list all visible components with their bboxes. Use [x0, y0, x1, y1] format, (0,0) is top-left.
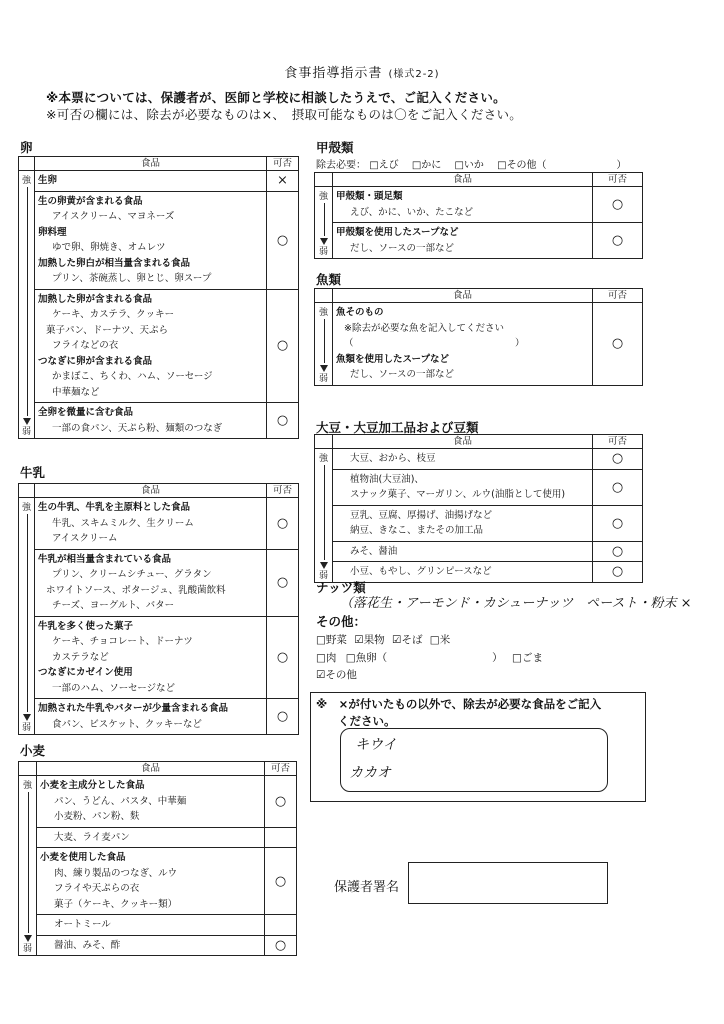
- arrow-line: [324, 465, 325, 560]
- food-item: カステラなど: [52, 651, 109, 663]
- food-item: 大麦、ライ麦パン: [54, 831, 130, 843]
- food-item: ゆで卵、卵焼き、オムレツ: [52, 242, 166, 253]
- food-cell: [35, 403, 267, 439]
- food-cell: [35, 171, 267, 192]
- other-options-row2: [316, 650, 543, 665]
- soy-section-title: 大豆・大豆加工品および豆類: [316, 420, 479, 435]
- food-category: 牛乳が相当量含まれている食品: [38, 553, 172, 565]
- other-options-row3: [316, 667, 357, 682]
- other-section-title: その他：: [316, 614, 367, 629]
- ok-mark[interactable]: ○: [267, 403, 299, 439]
- food-item: オートミール: [54, 919, 111, 930]
- instruction-note-2: ※可否の欄には、除去が必要なものは×、 摂取可能なものは〇をご記入ください。: [46, 107, 523, 122]
- food-category: 加熱された牛乳やバターが少量含まれる食品: [38, 703, 229, 714]
- strength-arrow: [315, 303, 333, 386]
- food-header: 食品: [333, 289, 593, 303]
- ok-mark[interactable]: ○: [267, 699, 299, 735]
- arrow-line: [27, 187, 28, 416]
- food-item: パン、うどん、パスタ、中華麺: [54, 795, 187, 807]
- ok-mark[interactable]: ○: [593, 469, 643, 505]
- food-cell: [37, 935, 265, 956]
- food-category: つなぎに卵が含まれる食品: [38, 355, 153, 367]
- strong-label: 強: [318, 192, 328, 202]
- food-item: アイスクリーム、マヨネーズ: [52, 211, 175, 222]
- checkbox-meat[interactable]: □: [316, 652, 326, 664]
- table-row: [19, 549, 299, 616]
- option-sesame: ごま: [521, 652, 543, 664]
- table-row: [19, 403, 299, 439]
- arrow-line: [28, 792, 29, 933]
- extra-entry-field[interactable]: [340, 728, 608, 792]
- strong-label: 強: [21, 503, 31, 513]
- signature-label: 保護者署名: [334, 880, 400, 895]
- food-cell: [35, 616, 267, 699]
- ok-mark[interactable]: ○: [593, 562, 643, 583]
- food-item: 牛乳、スキムミルク、生クリーム: [52, 517, 194, 529]
- arrow-line: [324, 203, 325, 236]
- shellfish-removal-options: [316, 156, 627, 171]
- food-item: ホワイトソース、ポタージュ、乳酸菌飲料: [46, 584, 226, 596]
- food-header: 食品: [35, 484, 267, 498]
- nuts-section-title: ナッツ類: [316, 580, 366, 595]
- checkbox-rice[interactable]: □: [429, 634, 440, 646]
- table-row: [19, 915, 297, 936]
- food-category: 生の牛乳、牛乳を主原料とした食品: [38, 502, 191, 513]
- checkbox-vegetable[interactable]: □: [316, 634, 326, 646]
- ok-mark[interactable]: [265, 915, 297, 936]
- strong-label: 強: [21, 176, 31, 186]
- table-row: [315, 469, 643, 505]
- strength-arrow: [315, 187, 333, 259]
- checkbox-other[interactable]: ☑: [316, 669, 326, 681]
- option-meat: 肉: [325, 652, 337, 664]
- ok-mark[interactable]: ○: [593, 187, 643, 223]
- wheat-section-title: 小麦: [20, 743, 46, 758]
- page-title: [0, 62, 724, 81]
- wheat-table: [18, 761, 297, 956]
- table-row: [19, 171, 299, 192]
- strong-label: 強: [22, 781, 32, 791]
- ok-mark[interactable]: ○: [267, 498, 299, 550]
- ok-mark[interactable]: ○: [267, 191, 299, 289]
- food-item: プリン、茶碗蒸し、卵とじ、卵スープ: [52, 273, 212, 284]
- food-item: ケーキ、カステラ、クッキー: [52, 309, 175, 320]
- table-row: [19, 699, 299, 735]
- food-item: 植物油(大豆油)、: [350, 473, 424, 485]
- food-cell: [333, 562, 593, 583]
- ok-mark[interactable]: ○: [593, 449, 643, 470]
- table-row: [19, 191, 299, 289]
- fish-table: [314, 288, 643, 386]
- food-item: だし、ソースの一部など: [350, 369, 455, 380]
- form-number: (様式2-2): [388, 69, 440, 80]
- food-category: 小麦を主成分とした食品: [40, 780, 145, 791]
- food-header: 食品: [35, 157, 267, 171]
- table-row: [19, 498, 299, 550]
- food-cell: [333, 469, 593, 505]
- checkbox-fish-roe[interactable]: □: [345, 652, 356, 664]
- food-cell: [333, 541, 593, 562]
- food-item: フライや天ぷらの衣: [54, 883, 140, 894]
- food-item: ケーキ、チョコレート、ドーナツ: [52, 636, 193, 647]
- food-item: 一部のハム、ソーセージなど: [52, 682, 176, 694]
- ok-mark[interactable]: ○: [593, 223, 643, 259]
- food-category: 牛乳を多く使った菓子: [38, 620, 134, 632]
- food-item: チーズ、ヨーグルト、バター: [52, 600, 175, 611]
- weak-label: 弱: [318, 247, 328, 257]
- option-checkbox[interactable]: □: [444, 160, 464, 171]
- ok-mark[interactable]: ○: [267, 616, 299, 699]
- ok-mark[interactable]: ×: [267, 171, 299, 192]
- food-item: アイスクリーム: [52, 533, 118, 544]
- option-squid: いか: [463, 160, 484, 171]
- arrow-line: [27, 514, 28, 712]
- strength-arrow: [315, 449, 333, 583]
- extra-note-2: ください。: [338, 714, 396, 728]
- food-item: 菓子（ケーキ、クッキー類）: [54, 898, 178, 910]
- food-item: 豆乳、豆腐、厚揚げ、油揚げなど: [350, 509, 493, 521]
- milk-table: [18, 483, 299, 735]
- food-cell: [35, 699, 267, 735]
- option-checkbox[interactable]: □: [369, 160, 379, 171]
- ok-mark[interactable]: ○: [265, 776, 297, 828]
- food-cell: [37, 848, 265, 915]
- strong-label: 強: [318, 308, 328, 318]
- food-cell: [35, 549, 267, 616]
- weak-label: 弱: [318, 373, 328, 384]
- food-category: 甲殻類を使用したスープなど: [336, 227, 459, 238]
- food-item: 菓子パン、ドーナツ、天ぷら: [46, 324, 168, 336]
- option-other: その他（ ）: [506, 160, 627, 171]
- food-item: かまぼこ、ちくわ、ハム、ソーセージ: [52, 371, 213, 382]
- ok-header: 可否: [593, 289, 643, 303]
- soy-table: [314, 434, 643, 583]
- option-soba: そば: [401, 634, 423, 646]
- option-rice: 米: [439, 634, 451, 646]
- option-checkbox[interactable]: □: [487, 160, 507, 171]
- title-text: 食事指導指示書: [284, 66, 383, 81]
- food-item: 肉、練り製品のつなぎ、ルウ: [54, 867, 178, 879]
- table-row: [19, 776, 297, 828]
- ok-mark[interactable]: ○: [265, 848, 297, 915]
- option-shrimp: えび: [378, 160, 399, 171]
- ok-mark[interactable]: ○: [267, 549, 299, 616]
- option-checkbox[interactable]: □: [401, 160, 422, 171]
- ok-mark[interactable]: ○: [267, 289, 299, 403]
- food-cell: [35, 498, 267, 550]
- food-item: みそ、醤油: [350, 545, 398, 557]
- arrow-line: [324, 319, 325, 363]
- food-cell: [35, 191, 267, 289]
- shellfish-section-title: 甲殻類: [316, 140, 354, 155]
- ok-mark[interactable]: ○: [593, 505, 643, 541]
- ok-mark[interactable]: ○: [265, 935, 297, 956]
- food-cell: [37, 827, 265, 848]
- food-header: 食品: [333, 173, 593, 187]
- food-item: 大豆、おから、枝豆: [350, 453, 436, 464]
- food-header: 食品: [333, 435, 593, 449]
- food-item: ※除去が必要な魚を記入してください: [344, 322, 504, 334]
- food-category: 加熱した卵が含まれる食品: [38, 293, 153, 305]
- milk-section-title: 牛乳: [20, 465, 46, 480]
- extra-note-1: ※ ×が付いたもの以外で、除去が必要な食品をご記入: [316, 697, 602, 711]
- food-item: スナック菓子、マーガリン、ルウ(油脂として使用): [350, 489, 566, 500]
- option-fish-roe: 魚卵（ ）: [355, 652, 503, 664]
- food-item: 納豆、きなこ、またその加工品: [350, 525, 484, 536]
- food-item: 中華麺など: [52, 386, 100, 398]
- extra-item: カカオ: [349, 765, 391, 781]
- table-row: [19, 827, 297, 848]
- signature-field[interactable]: [408, 862, 608, 904]
- checkbox-sesame[interactable]: □: [512, 652, 522, 664]
- food-category: 小麦を使用した食品: [40, 852, 126, 863]
- other-options-row1: [316, 632, 450, 647]
- ok-mark[interactable]: [265, 827, 297, 848]
- weak-label: 弱: [318, 570, 328, 581]
- strength-arrow: [19, 776, 37, 956]
- food-category: 甲殻類・頭足類: [336, 191, 403, 202]
- food-category: 全卵を微量に含む食品: [38, 407, 134, 418]
- food-category: 魚そのもの: [336, 307, 384, 318]
- weak-label: 弱: [21, 427, 31, 437]
- option-crab: かに: [421, 160, 442, 171]
- food-item: 小麦粉、パン粉、麩: [54, 811, 140, 822]
- weak-label: 弱: [21, 723, 31, 733]
- table-row: [315, 303, 643, 386]
- ok-header: 可否: [593, 435, 643, 449]
- food-cell: [333, 449, 593, 470]
- food-cell: [333, 505, 593, 541]
- strength-arrow: [19, 171, 35, 439]
- option-fruit: 果物: [363, 634, 385, 646]
- option-vegetable: 野菜: [325, 634, 347, 646]
- option-other: その他: [325, 669, 357, 681]
- food-cell: [37, 776, 265, 828]
- extra-item: キウイ: [355, 737, 397, 753]
- food-item: えび、かに、いか、たこなど: [350, 206, 474, 218]
- ok-header: 可否: [267, 484, 299, 498]
- strong-label: 強: [318, 454, 328, 464]
- food-category: 生卵: [38, 175, 58, 186]
- table-row: [19, 935, 297, 956]
- food-cell: [35, 289, 267, 403]
- food-header: 食品: [37, 762, 265, 776]
- food-item: フライなどの衣: [52, 340, 119, 351]
- food-category: 加熱した卵白が相当量含まれる食品: [38, 257, 191, 269]
- ok-header: 可否: [265, 762, 297, 776]
- instruction-note-1: ※本票については、保護者が、医師と学校に相談したうえで、ご記入ください。: [46, 90, 506, 105]
- table-row: [315, 505, 643, 541]
- fish-section-title: 魚類: [316, 272, 342, 287]
- ok-mark[interactable]: ○: [593, 303, 643, 386]
- food-category: 魚類を使用したスープなど: [336, 353, 450, 365]
- ok-header: 可否: [267, 157, 299, 171]
- egg-table: [18, 156, 299, 439]
- food-category: つなぎにカゼイン使用: [38, 667, 133, 678]
- egg-section-title: 卵: [20, 140, 33, 155]
- checkbox-fruit[interactable]: ☑: [354, 634, 364, 646]
- food-item: （ ）: [344, 338, 525, 349]
- table-row: [19, 616, 299, 699]
- food-cell: [333, 187, 593, 223]
- food-item: 食パン、ビスケット、クッキーなど: [52, 718, 202, 730]
- food-cell: [37, 915, 265, 936]
- food-cell: [333, 223, 593, 259]
- food-item: プリン、クリームシチュー、グラタン: [52, 569, 212, 580]
- ok-header: 可否: [593, 173, 643, 187]
- ok-mark[interactable]: ○: [593, 541, 643, 562]
- food-item: 醤油、みそ、酢: [54, 939, 121, 951]
- weak-label: 弱: [22, 944, 32, 954]
- food-category: 生の卵黄が含まれる食品: [38, 195, 143, 207]
- shellfish-table: [314, 172, 643, 259]
- food-item: 小豆、もやし、グリンピースなど: [350, 566, 492, 577]
- food-item: だし、ソースの一部など: [350, 242, 455, 254]
- table-row: [19, 289, 299, 403]
- food-cell: [333, 303, 593, 386]
- removal-label: 除去必要：: [316, 160, 366, 171]
- food-category: 卵料理: [38, 226, 67, 238]
- checkbox-soba[interactable]: ☑: [392, 634, 402, 646]
- strength-arrow: [19, 498, 35, 735]
- nuts-handwritten-entry[interactable]: （落花生・アーモンド・カシューナッツ ペースト・粉末 ×: [340, 596, 692, 611]
- table-row: [19, 848, 297, 915]
- table-row: [315, 449, 643, 470]
- table-row: [315, 223, 643, 259]
- food-item: 一部の食パン、天ぷら粉、麺類のつなぎ: [52, 422, 223, 434]
- table-row: [315, 541, 643, 562]
- table-row: [315, 187, 643, 223]
